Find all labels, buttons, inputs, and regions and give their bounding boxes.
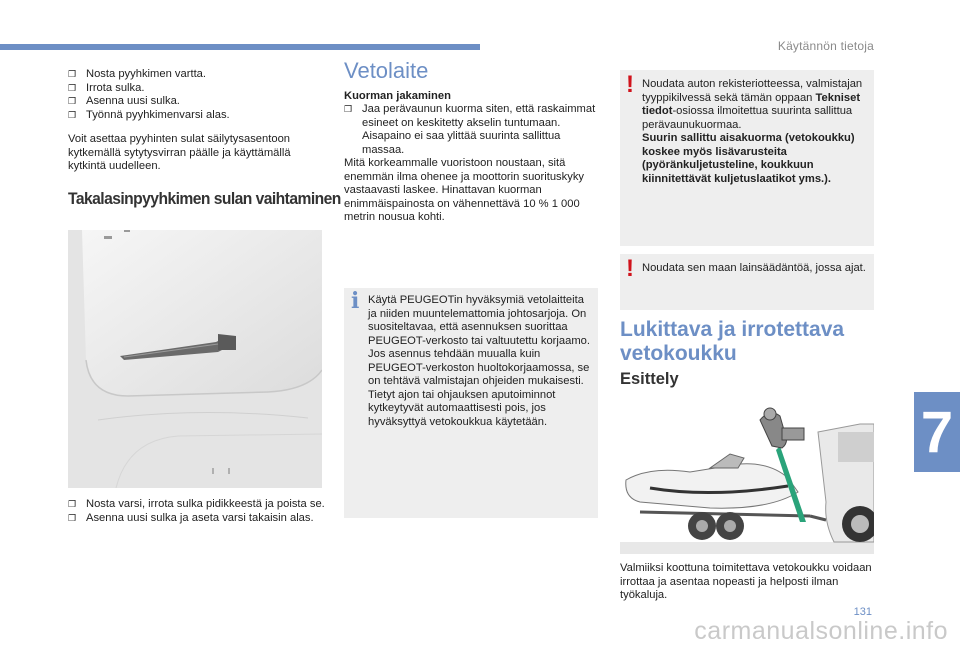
info-icon: i bbox=[351, 288, 360, 314]
steps-list-bottom bbox=[68, 498, 328, 525]
steps-list-top bbox=[68, 68, 328, 122]
towbar-caption: Valmiiksi koottuna toimitettava vetokoukku voidaan irrottaa ja asentaa nopeasti ja helposti ilman työkaluja. bbox=[620, 562, 872, 601]
removable-towbar-title: Lukittava ja irrotettava vetokoukku bbox=[620, 318, 845, 365]
warning-box-load bbox=[620, 70, 874, 246]
column-2 bbox=[344, 58, 599, 225]
load-bullets bbox=[344, 103, 599, 157]
checkbox-bullet-icon: ❒ bbox=[344, 104, 353, 114]
column-1-bottom bbox=[68, 498, 328, 525]
list-item: ❒ Asenna uusi sulka. bbox=[68, 95, 180, 107]
checkbox-bullet-icon: ❒ bbox=[68, 82, 77, 93]
info-box bbox=[344, 288, 598, 518]
checkbox-bullet-icon: ❒ bbox=[68, 499, 77, 509]
watermark: carmanualsonline.info bbox=[694, 617, 948, 645]
list-item: ❒ Nosta varsi, irrota sulka pidikkeestä ja poista se. bbox=[68, 498, 325, 510]
warning-exclamation-icon: ! bbox=[626, 255, 634, 282]
page-number: 131 bbox=[853, 606, 872, 618]
header-accent-bar bbox=[0, 44, 480, 50]
checkbox-bullet-icon: ❒ bbox=[68, 109, 77, 120]
list-item: ❒ Irrota sulka. bbox=[68, 81, 145, 94]
towbar-illustration bbox=[620, 402, 874, 554]
rear-wiper-illustration bbox=[68, 230, 322, 488]
list-item: ❒ Jaa perävaunun kuorma siten, että raskaimmat esineet on keskitetty akselin tuntumaan. Aisapaino ei saa ylittää suurinta sallittua massaa. bbox=[344, 103, 596, 156]
checkbox-bullet-icon: ❒ bbox=[68, 69, 77, 79]
load-distribution-subheading: Kuorman jakaminen bbox=[344, 89, 451, 102]
warning-bold-text: Suurin sallittu aisakuorma (vetokoukku) koskee myös lisävarusteita (pyöränkuljetusteline, koukkuun kiinnitettävät kuljetuslaatikot yms.). bbox=[642, 132, 855, 185]
rear-wiper-photo bbox=[68, 230, 322, 488]
warning-text: Noudata auton rekisteriotteessa, valmistajan tyyppikilvessä sekä tämän oppaan Tekniset tiedot-osiossa ilmoitettua suurinta sallittua perävaunukuormaa. bbox=[642, 78, 863, 131]
list-item: ❒ Asenna uusi sulka ja aseta varsi takaisin alas. bbox=[68, 511, 314, 524]
warning-box-law bbox=[620, 254, 874, 310]
column-1 bbox=[68, 68, 341, 208]
towing-title: Vetolaite bbox=[344, 58, 429, 83]
chapter-tab: 7 bbox=[914, 392, 960, 472]
specs-reference: Tekniset tiedot bbox=[642, 91, 861, 117]
ignition-paragraph: Voit asettaa pyyhinten sulat säilytysasentoon kytkemällä sytytysvirran päälle ja käyttämällä kytkintä uudelleen. bbox=[68, 133, 291, 172]
checkbox-bullet-icon: ❒ bbox=[68, 512, 77, 523]
altitude-paragraph: Mitä korkeammalle vuoristoon noustaan, sitä enemmän ilma ohenee ja moottorin suorituskyky vastaavasti laskee. Hinattavan kuorman enimmäispainosta on vähennettävä 10 % 1 000 metrin nousua kohti. bbox=[344, 157, 585, 223]
rear-wiper-heading: Takalasinpyyhkimen sulan vaihtaminen bbox=[68, 188, 341, 208]
warning-text: Noudata sen maan lainsäädäntöä, jossa ajat. bbox=[642, 262, 866, 274]
info-line: Tietyt ajon tai ohjauksen aputoiminnot kytkeytyvät automaattisesti pois, jos hyväksyttyä vetokoukkua käytetään. bbox=[368, 388, 556, 428]
jetski-trailer-illustration bbox=[620, 402, 874, 554]
warning-exclamation-icon: ! bbox=[626, 71, 634, 98]
introduction-heading: Esittely bbox=[620, 370, 679, 388]
list-item: ❒ Nosta pyyhkimen vartta. bbox=[68, 68, 207, 80]
info-line: Jos asennus tehdään muualla kuin PEUGEOT-verkoston huoltokorjaamossa, se on tehtävä valmistajan ohjeiden mukaisesti. bbox=[368, 348, 590, 387]
section-title: Käytännön tietoja bbox=[777, 39, 874, 53]
list-item: ❒ Työnnä pyyhkimenvarsi alas. bbox=[68, 108, 230, 121]
info-line: Käytä PEUGEOTin hyväksymiä vetolaitteita ja niiden muuntelemattomia johtosarjoja. On suositeltavaa, että asennuksen suorittaa PEUGEOT-verkosto tai valtuutettu korjaamo. bbox=[368, 294, 590, 347]
checkbox-bullet-icon: ❒ bbox=[68, 96, 77, 106]
